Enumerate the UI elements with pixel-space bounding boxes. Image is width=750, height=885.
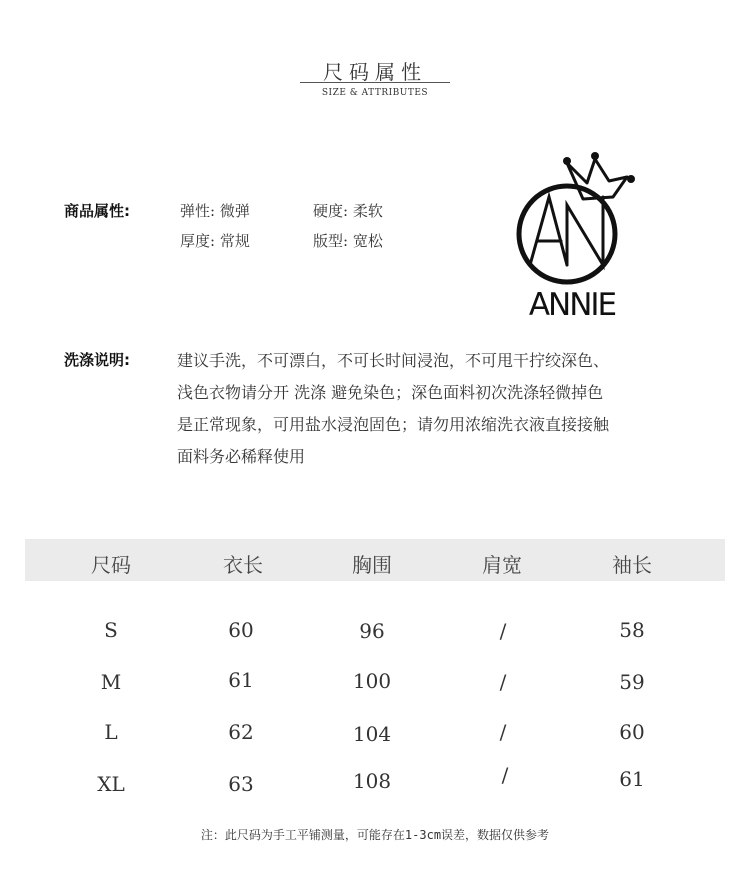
attribute-fit: 版型: 宽松 [313,232,383,250]
brand-logo [505,145,675,335]
care-line: 是正常现象，可用盐水浸泡固色；请勿用浓缩洗衣液直接接触 [177,415,610,434]
table-cell-sleeve: 58 [619,618,645,642]
table-cell-chest: 96 [359,619,385,643]
table-cell-chest: 108 [352,769,392,793]
attribute-hardness: 硬度: 柔软 [313,202,383,220]
column-header-size: 尺码 [91,553,131,577]
care-label: 洗涤说明: [64,351,130,369]
care-line: 面料务必稀释使用 [177,447,306,466]
care-line: 建议手洗，不可漂白，不可长时间浸泡，不可甩干拧绞深色、 [177,351,610,370]
table-cell-chest: 100 [352,669,392,693]
table-cell-size: L [104,720,118,744]
table-cell-sleeve: 59 [619,670,645,694]
section-subtitle: SIZE & ATTRIBUTES [321,88,429,98]
table-cell-size: M [100,670,122,694]
table-cell-size: S [104,618,118,642]
table-cell-length: 63 [228,772,254,796]
table-cell-shoulder: / [499,619,507,643]
table-cell-size: XL [97,772,125,796]
care-line: 浅色衣物请分开 洗涤 避免染色；深色面料初次洗涤轻微掉色 [177,383,604,402]
table-cell-shoulder: / [499,670,507,694]
column-header-length: 衣长 [223,553,263,577]
table-cell-length: 60 [228,618,254,642]
attribute-thickness: 厚度: 常规 [180,232,250,250]
measurement-note: 注：此尺码为手工平铺测量，可能存在1-3cm误差，数据仅供参考 [200,828,550,842]
table-cell-shoulder: / [501,763,509,787]
table-cell-length: 62 [228,720,254,744]
title-divider [300,82,450,83]
column-header-chest: 胸围 [352,553,392,577]
table-cell-length: 61 [228,668,254,692]
column-header-shoulder: 肩宽 [482,553,522,577]
table-cell-shoulder: / [499,720,507,744]
brand-name: ANNIE [528,287,616,323]
attribute-elasticity: 弹性: 微弹 [180,202,250,220]
section-title: 尺码属性 [323,60,427,84]
column-header-sleeve: 袖长 [612,553,652,577]
table-cell-sleeve: 60 [619,720,645,744]
table-cell-sleeve: 61 [619,767,645,791]
care-instructions [177,345,697,473]
attributes-label: 商品属性: [64,202,130,220]
table-cell-chest: 104 [352,722,392,746]
